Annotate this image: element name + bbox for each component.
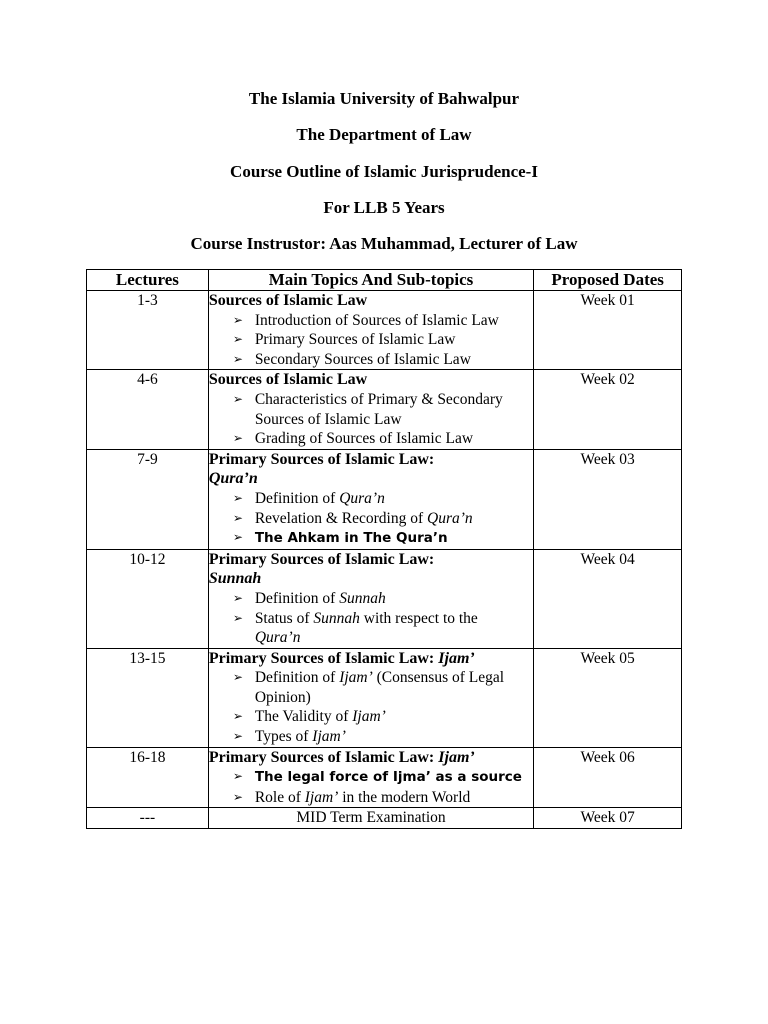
- arrow-bullet-icon: ➢: [232, 490, 243, 505]
- topic-cell: [208, 648, 533, 747]
- arrow-bullet-icon: ➢: [232, 332, 243, 347]
- topic-cell: [208, 449, 533, 549]
- subtopic-list: [209, 311, 533, 370]
- list-item: ➢ Definition of Ijam’ (Consensus of Legal Opinion): [232, 669, 505, 706]
- subtopic-list: [209, 489, 533, 549]
- arrow-bullet-icon: ➢: [232, 431, 243, 446]
- arrow-bullet-icon: ➢: [232, 391, 243, 406]
- arrow-bullet-icon: ➢: [232, 670, 243, 685]
- proposed-date: Week 01: [534, 291, 682, 370]
- list-item: ➢ Definition of Sunnah: [232, 589, 386, 607]
- arrow-bullet-icon: ➢: [232, 610, 243, 625]
- lecture-range: ---: [87, 808, 209, 829]
- arrow-bullet-icon: ➢: [232, 312, 243, 327]
- list-item: ➢ The Validity of Ijam’: [232, 708, 386, 726]
- arrow-bullet-icon: ➢: [232, 709, 243, 724]
- proposed-date: Week 04: [534, 549, 682, 648]
- subtopic-list: [209, 589, 533, 648]
- topic-subtitle: Qura’n: [208, 470, 258, 488]
- topic-subtitle: Sunnah: [208, 570, 262, 588]
- topic-cell: [208, 747, 533, 808]
- arrow-bullet-icon: ➢: [232, 769, 243, 784]
- arrow-bullet-icon: ➢: [232, 530, 243, 545]
- arrow-bullet-icon: ➢: [232, 590, 243, 605]
- topic-title: Primary Sources of Islamic Law:: [208, 450, 435, 468]
- lecture-range: 1-3: [87, 291, 209, 370]
- proposed-date: Week 05: [534, 648, 682, 747]
- list-item: ➢ Types of Ijam’: [232, 728, 346, 746]
- list-item: ➢ Characteristics of Primary & Secondary Sources of Islamic Law: [232, 390, 503, 428]
- proposed-date: Week 03: [534, 449, 682, 549]
- table-row: [87, 370, 682, 449]
- arrow-bullet-icon: ➢: [232, 510, 243, 525]
- header-dates: Proposed Dates: [534, 270, 682, 291]
- proposed-date: Week 02: [534, 370, 682, 449]
- list-item: ➢ Grading of Sources of Islamic Law: [232, 430, 474, 448]
- topic-title: Sources of Islamic Law: [208, 371, 368, 389]
- header-lectures: Lectures: [87, 270, 209, 291]
- list-item: ➢ Secondary Sources of Islamic Law: [232, 350, 471, 368]
- lecture-range: 10-12: [87, 549, 209, 648]
- lecture-range: 13-15: [87, 648, 209, 747]
- lecture-range: 7-9: [87, 449, 209, 549]
- proposed-date: Week 07: [534, 808, 682, 829]
- table-row: [87, 449, 682, 549]
- list-item: ➢ The legal force of Ijma’ as a source: [232, 769, 522, 786]
- header-topics: Main Topics And Sub-topics: [208, 270, 533, 291]
- table-row: [87, 549, 682, 648]
- table-row: [87, 808, 682, 829]
- topic-cell: [208, 370, 533, 449]
- arrow-bullet-icon: ➢: [232, 351, 243, 366]
- midterm-cell: MID Term Examination: [208, 808, 533, 829]
- table-header-row: [87, 270, 682, 291]
- lecture-range: 16-18: [87, 747, 209, 808]
- list-item: ➢ Primary Sources of Islamic Law: [232, 331, 456, 349]
- list-item: ➢ Introduction of Sources of Islamic Law: [232, 311, 499, 329]
- lecture-range: 4-6: [87, 370, 209, 449]
- topic-cell: [208, 549, 533, 648]
- list-item: ➢ Status of Sunnah with respect to the Qura’n: [232, 609, 478, 647]
- arrow-bullet-icon: ➢: [232, 729, 243, 744]
- table-row: [87, 648, 682, 747]
- program-title: For LLB 5 Years: [323, 198, 445, 217]
- course-title: Course Outline of Islamic Jurisprudence-I: [230, 162, 538, 181]
- topic-title: Primary Sources of Islamic Law:: [208, 550, 435, 568]
- topic-title: Primary Sources of Islamic Law: Ijam’: [208, 649, 475, 667]
- topic-cell: [208, 291, 533, 370]
- topic-title: Sources of Islamic Law: [208, 292, 368, 309]
- table-row: [87, 291, 682, 370]
- table-row: [87, 747, 682, 808]
- topic-title: Primary Sources of Islamic Law: Ijam’: [208, 748, 475, 766]
- list-item: ➢ Role of Ijam’ in the modern World: [232, 788, 471, 806]
- list-item: ➢ The Ahkam in The Qura’n: [232, 530, 448, 547]
- instructor-line: Course Instrustor: Aas Muhammad, Lecturer of Law: [190, 234, 578, 253]
- course-outline-table: [86, 269, 682, 829]
- subtopic-list: [209, 390, 533, 449]
- subtopic-list: [209, 668, 533, 746]
- list-item: ➢ Definition of Qura’n: [232, 489, 385, 507]
- list-item: ➢ Revelation & Recording of Qura’n: [232, 509, 473, 527]
- proposed-date: Week 06: [534, 747, 682, 808]
- subtopic-list: [209, 767, 533, 807]
- university-title: The Islamia University of Bahwalpur: [248, 89, 520, 108]
- department-title: The Department of Law: [296, 125, 472, 144]
- arrow-bullet-icon: ➢: [232, 789, 243, 804]
